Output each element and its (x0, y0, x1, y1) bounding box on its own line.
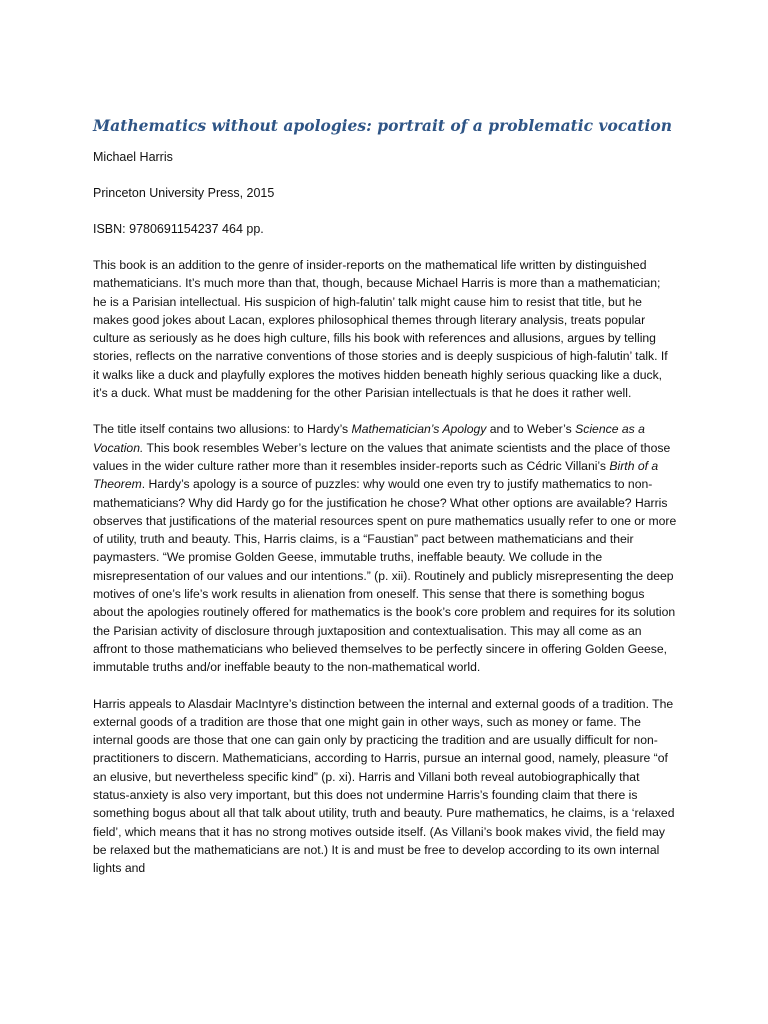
publisher: Princeton University Press, 2015 (93, 186, 275, 200)
author: Michael Harris (93, 150, 173, 164)
paragraph-2-text: The title itself contains two allusions: to Hardy’s (93, 422, 352, 437)
paragraph-2-text: and to Weber’s (486, 422, 576, 437)
book-title-weber: Science as a Vocation. (93, 422, 645, 455)
paragraph-2-text: . Hardy’s apology is a source of puzzles: why would one even try to justify mathematics to non-mathematicians? Why did Hardy go for the justification he chose? What other options are available? Harris observes that justifications of the material resources spent on pure mathematics usually refer to one or more of utility, truth and beauty. This, Harris claims, is a “Faustian” pact between mathematicians and their paymasters. “We promise Golden Geese, immutable truths, ineffable beauty. We collude in the misrepresentation of our values and our intentions.” (p. xii). Routinely and publicly misrepresenting the deep motives of one’s life’s work results in alienation from oneself. This sense that there is something bogus about the apologies routinely offered for mathematics is the book’s core problem and requires for its solution the Parisian activity of disclosure through juxtaposition and contextualisation. This may all come as an affront to those mathematicians who believed themselves to be perfectly sincere in offering Golden Geese, immutable truths and/or ineffable beauty to the non-mathematical world. (93, 477, 677, 675)
paragraph-2-text: This book resembles Weber’s lecture on the values that animate scientists and the place of those values in the wider culture rather more than it resembles insider-reports such as Cédric Villani’s (93, 440, 671, 473)
paragraph-2 (93, 420, 677, 676)
document-title: Mathematics without apologies: portrait of a problematic vocation (93, 116, 672, 135)
paragraph-3: Harris appeals to Alasdair MacIntyre’s distinction between the internal and external goods of a tradition. The external goods of a tradition are those that one might gain in other ways, such as money or fame. The internal goods are those that one can gain only by practicing the tradition and are usually difficult for non-practitioners to discern. Mathematicians, according to Harris, pursue an internal good, namely, pleasure “of an elusive, but nevertheless specific kind” (p. xi). Harris and Villani both reveal autobiographically that status-anxiety is also very important, but this does not undermine Harris’s founding claim that there is something bogus about all that talk about utility, truth and beauty. Pure mathematics, he claims, is a ‘relaxed field’, which means that it has no strong motives outside itself. (As Villani’s book makes vivid, the field may be relaxed but the mathematicians are not.) It is and must be free to develop according to its own internal lights and (93, 696, 675, 876)
isbn: ISBN: 9780691154237 464 pp. (93, 222, 264, 236)
book-title-villani: Birth of a Theorem (93, 458, 659, 492)
paragraph-1: This book is an addition to the genre of insider-reports on the mathematical life written by distinguished mathematicians. It’s much more than that, though, because Michael Harris is more than a mathematician; he is a Parisian intellectual. His suspicion of high-falutin’ talk might cause him to resist that title, but he makes good jokes about Lacan, explores philosophical themes through literary analysis, treats popular culture as seriously as he does high culture, fills his book with references and allusions, argues by telling stories, reflects on the narrative conventions of those stories and is deeply suspicious of high-falutin’ talk. If it walks like a duck and playfully explores the motives hidden beneath highly serious quacking like a duck, it’s a duck. What must be maddening for the other Parisian intellectuals is that he does it rather well. (93, 258, 668, 401)
book-title-hardy: Mathematician’s Apology (351, 422, 487, 437)
document-page (93, 112, 677, 896)
